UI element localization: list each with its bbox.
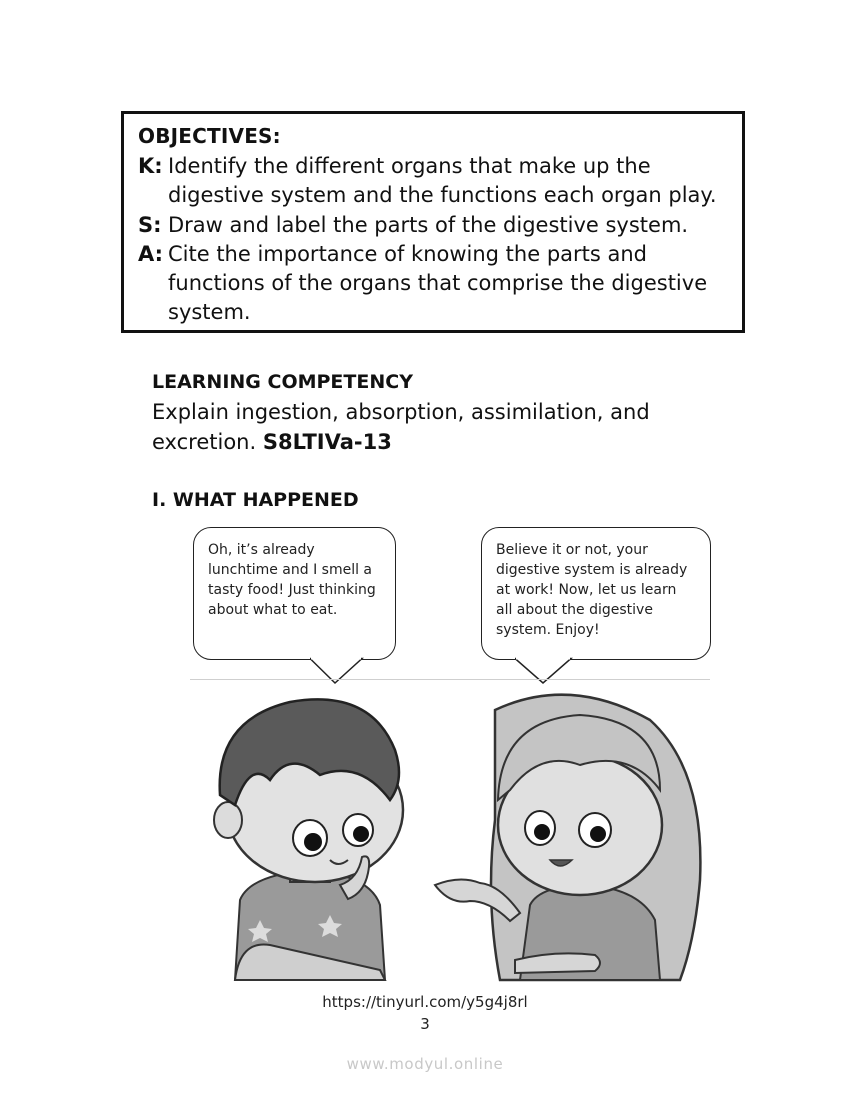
speech-bubble-boy: Oh, it’s already lunchtime and I smell a tasty food! Just thinking about what to eat. xyxy=(193,527,396,660)
page-number: 3 xyxy=(420,1015,430,1033)
objective-key: K: xyxy=(138,154,163,178)
learning-competency-text xyxy=(152,397,712,457)
objective-attitude xyxy=(138,240,708,324)
objective-key: S: xyxy=(138,213,162,237)
objective-text: Identify the different organs that make up the digestive system and the functions each organ play. xyxy=(168,154,717,207)
objective-text: Draw and label the parts of the digestive system. xyxy=(168,213,689,237)
competency-code: S8LTIVa-13 xyxy=(262,430,392,454)
section-title: I. WHAT HAPPENED xyxy=(152,489,359,511)
objective-key: A: xyxy=(138,242,164,266)
image-source-url: https://tinyurl.com/y5g4j8rl xyxy=(322,993,528,1011)
watermark: www.modyul.online xyxy=(346,1055,504,1073)
children-illustration xyxy=(180,680,720,990)
objective-skill xyxy=(138,211,689,240)
objective-knowledge xyxy=(138,152,717,207)
boy-figure xyxy=(214,699,403,980)
competency-description: Explain ingestion, absorption, assimilation, and excretion. xyxy=(152,400,650,454)
objectives-title: OBJECTIVES: xyxy=(138,124,281,148)
objective-text: Cite the importance of knowing the parts and functions of the organs that comprise the digestive system. xyxy=(168,242,708,324)
objectives-box xyxy=(121,111,745,333)
girl-figure xyxy=(435,695,700,980)
learning-competency-title: LEARNING COMPETENCY xyxy=(152,371,413,393)
speech-bubble-girl: Believe it or not, your digestive system is already at work! Now, let us learn all about the digestive system. Enjoy! xyxy=(481,527,711,660)
